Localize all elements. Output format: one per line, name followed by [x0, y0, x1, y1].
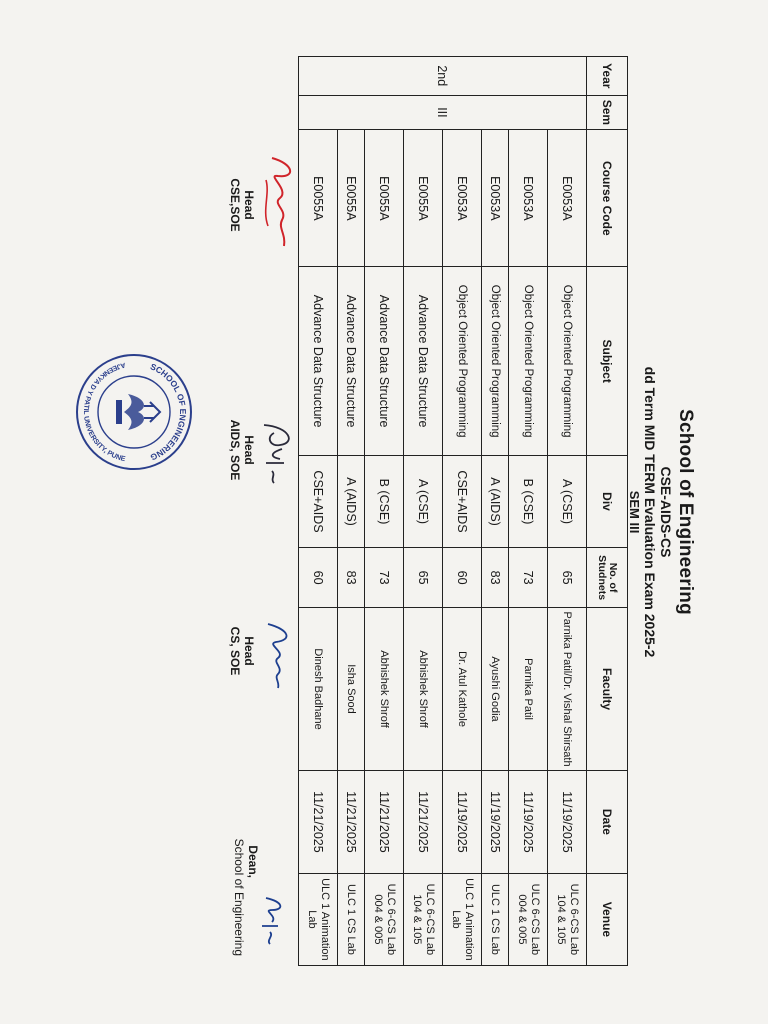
department-title: CSE-AIDS-CS — [658, 466, 674, 558]
course-code-cell: E0055A — [338, 130, 365, 267]
signature-title: Head — [242, 190, 256, 220]
date-cell: 11/21/2025 — [404, 770, 443, 873]
venue-cell: ULC 6-CS Lab 104 & 105 — [404, 873, 443, 965]
div-cell: CSE+AIDS — [443, 455, 482, 547]
subject-cell: Advance Data Structure — [404, 267, 443, 456]
course-code-cell: E0053A — [509, 130, 548, 267]
faculty-cell: Ayushi Godia — [482, 608, 509, 771]
date-cell: 11/19/2025 — [443, 770, 482, 873]
div-cell: B (CSE) — [509, 455, 548, 547]
seal-text-top: SCHOOL OF ENGINEERING — [148, 361, 189, 463]
subject-cell: Advance Data Structure — [365, 267, 404, 456]
div-cell: A (CSE) — [404, 455, 443, 547]
faculty-cell: Abhishek Shroff — [365, 608, 404, 771]
subject-cell: Advance Data Structure — [338, 267, 365, 456]
venue-cell: ULC 6-CS Lab 004 & 005 — [365, 873, 404, 965]
signature-dean — [210, 806, 290, 956]
div-cell: CSE+AIDS — [299, 455, 338, 547]
signature-department: AIDS, SOE — [228, 419, 242, 481]
university-seal-icon — [74, 352, 194, 472]
students-cell: 60 — [443, 548, 482, 608]
table-header-row — [587, 57, 628, 966]
students-cell: 73 — [365, 548, 404, 608]
date-cell: 11/21/2025 — [365, 770, 404, 873]
handwritten-signature-icon — [256, 596, 300, 706]
table-row — [299, 57, 338, 966]
students-cell: 60 — [299, 548, 338, 608]
faculty-cell: Dinesh Badhane — [299, 608, 338, 771]
handwritten-signature-icon — [256, 806, 290, 956]
signature-head-aids — [220, 395, 300, 505]
table-row — [509, 57, 548, 966]
students-cell: 83 — [338, 548, 365, 608]
school-title: School of Engineering — [675, 409, 696, 615]
signature-head-cse — [220, 150, 300, 260]
col-header-faculty: Faculty — [587, 608, 628, 771]
faculty-cell: Dr. Atul Kathole — [443, 608, 482, 771]
handwritten-signature-icon — [256, 150, 300, 260]
seal-text-bottom: AJEENKYA D Y PATIL UNIVERSITY, PUNE — [81, 360, 126, 464]
table-row — [443, 57, 482, 966]
date-cell: 11/19/2025 — [482, 770, 509, 873]
exam-title: dd Term MID TERM Evaluation Exam 2025-2 — [642, 366, 658, 658]
subject-cell: Object Oriented Programming — [548, 267, 587, 456]
date-cell: 11/21/2025 — [299, 770, 338, 873]
students-cell: 65 — [548, 548, 587, 608]
subject-cell: Object Oriented Programming — [509, 267, 548, 456]
course-code-cell: E0055A — [404, 130, 443, 267]
div-cell: B (CSE) — [365, 455, 404, 547]
col-header-venue: Venue — [587, 873, 628, 965]
date-cell: 11/21/2025 — [338, 770, 365, 873]
exam-schedule-table — [298, 56, 628, 966]
semester-title: SEM III — [627, 490, 642, 534]
col-header-course-code: Course Code — [587, 130, 628, 267]
date-cell: 11/19/2025 — [548, 770, 587, 873]
faculty-cell: Abhishek Shroff — [404, 608, 443, 771]
course-code-cell: E0053A — [443, 130, 482, 267]
signature-department: CSE,SOE — [228, 178, 242, 232]
signature-title: Dean, — [246, 845, 260, 878]
faculty-cell: Parnika Patil/Dr. Vishal Shirsath — [548, 608, 587, 771]
col-header-subject: Subject — [587, 267, 628, 456]
students-cell: 65 — [404, 548, 443, 608]
venue-cell: ULC 1 Animation Lab — [443, 873, 482, 965]
sem-cell: III — [299, 95, 587, 130]
table-row — [338, 57, 365, 966]
div-cell: A (CSE) — [548, 455, 587, 547]
faculty-cell: Parnika Patil — [509, 608, 548, 771]
signature-department: CS, SOE — [228, 626, 242, 676]
div-cell: A (AIDS) — [338, 455, 365, 547]
year-cell: 2nd — [299, 57, 587, 96]
signature-head-cs — [220, 596, 300, 706]
course-code-cell: E0055A — [365, 130, 404, 267]
students-cell: 83 — [482, 548, 509, 608]
col-header-year: Year — [587, 57, 628, 96]
handwritten-signature-icon — [256, 395, 300, 505]
div-cell: A (AIDS) — [482, 455, 509, 547]
signature-title: Head — [242, 636, 256, 666]
faculty-cell: Isha Sood — [338, 608, 365, 771]
subject-cell: Advance Data Structure — [299, 267, 338, 456]
course-code-cell: E0053A — [482, 130, 509, 267]
date-cell: 11/19/2025 — [509, 770, 548, 873]
venue-cell: ULC 1 CS Lab — [338, 873, 365, 965]
table-row — [548, 57, 587, 966]
svg-text:SCHOOL OF ENGINEERING — [148, 361, 188, 463]
signature-department: School of Engineering — [232, 838, 246, 956]
subject-cell: Object Oriented Programming — [443, 267, 482, 456]
col-header-date: Date — [587, 770, 628, 873]
course-code-cell: E0053A — [548, 130, 587, 267]
table-row — [482, 57, 509, 966]
table-row — [365, 57, 404, 966]
venue-cell: ULC 1 Animation Lab — [299, 873, 338, 965]
signature-title: Head — [242, 435, 256, 465]
col-header-students: No. of Studnets — [587, 548, 628, 608]
students-cell: 73 — [509, 548, 548, 608]
venue-cell: ULC 1 CS Lab — [482, 873, 509, 965]
table-row — [404, 57, 443, 966]
course-code-cell: E0055A — [299, 130, 338, 267]
venue-cell: ULC 6-CS Lab 004 & 005 — [509, 873, 548, 965]
subject-cell: Object Oriented Programming — [482, 267, 509, 456]
venue-cell: ULC 6-CS Lab 104 & 105 — [548, 873, 587, 965]
col-header-sem: Sem — [587, 95, 628, 130]
col-header-div: Div — [587, 455, 628, 547]
